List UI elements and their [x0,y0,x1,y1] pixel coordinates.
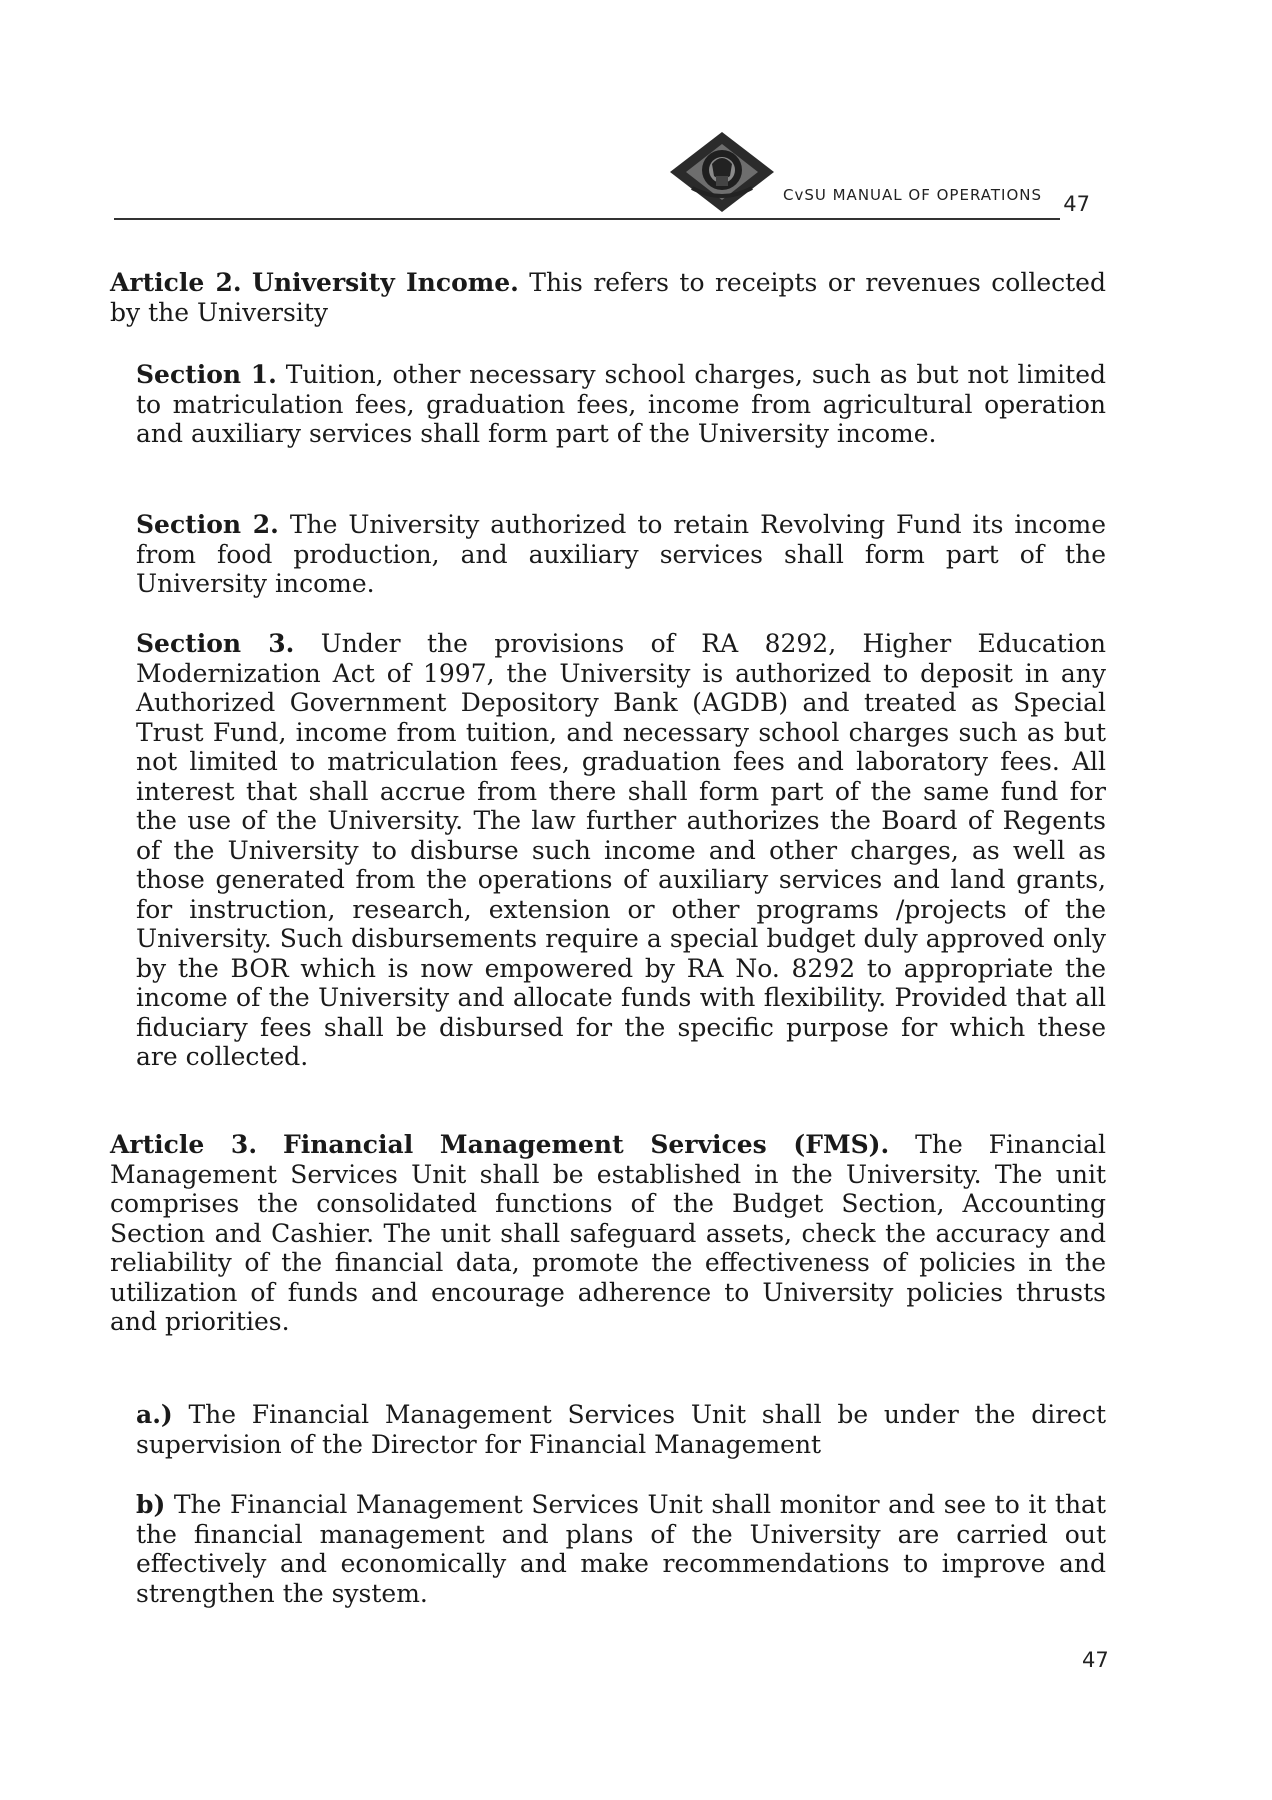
item-b-label: b) [136,1490,166,1519]
article-2-title: University Income. [252,268,519,297]
item-b-text: The Financial Management Services Unit shall monitor and see to it that the financial management and plans of the University are carried out effectively and economically and make recommendations to improve and strengthen the system. [136,1490,1107,1608]
section-2 [136,510,1106,599]
item-a-label: a.) [136,1400,173,1429]
section-3 [136,629,1106,1072]
article-2-text: This refers to receipts or revenues collected by the University [110,268,1106,327]
section-1 [136,360,1106,449]
footer-page-number: 47 [1082,1648,1109,1672]
section-3-text: Under the provisions of RA 8292, Higher Education Modernization Act of 1997, the University is authorized to deposit in any Authorized Government Depository Bank (AGDB) and treated as Special Trust Fund, income from tuition, and necessary school charges such as but not limited to matriculation fees, graduation fees and laboratory fees. All interest that shall accrue from there shall form part of the same fund for the use of the University. The law further authorizes the Board of Regents of the University to disburse such income and other charges, as well as those generated from the operations of auxiliary services and land grants, for instruction, research, extension or other programs /projects of the University. Such disbursements require a special budget duly approved only by the BOR which is now empowered by RA No. 8292 to appropriate the income of the University and allocate funds with flexibility. Provided that all fiduciary fees shall be disbursed for the specific purpose for which these are collected. [136,629,1106,1071]
section-2-text: The University authorized to retain Revolving Fund its income from food production, and auxiliary services shall form part of the University income. [136,510,1106,598]
header-page-number: 47 [1063,192,1090,216]
item-a [136,1400,1106,1459]
article-3-paragraph [110,1130,1106,1337]
item-a-text: The Financial Management Services Unit shall be under the direct supervision of the Director for Financial Management [136,1400,1106,1459]
cvsu-logo-icon [662,130,782,214]
article-3-title: Financial Management Services (FMS). [283,1130,890,1159]
article-2-heading: Article 2. [110,268,242,297]
article-3-text: The Financial Management Services Unit shall be established in the University. The unit comprises the consolidated functions of the Budget Section, Accounting Section and Cashier. The unit shall safeguard assets, check the accuracy and reliability of the financial data, promote the effectiveness of policies in the utilization of funds and encourage adherence to University policies thrusts and priorities. [110,1130,1107,1336]
page-header [114,128,1090,224]
item-b [136,1490,1106,1608]
article-2-paragraph [110,268,1106,327]
manual-title: CvSU MANUAL OF OPERATIONS [783,186,1042,204]
header-divider [114,218,1060,220]
section-1-text: Tuition, other necessary school charges, such as but not limited to matriculation fees, graduation fees, income from agricultural operation and auxiliary services shall form part of the University income. [136,360,1106,448]
article-3-heading: Article 3. [110,1130,258,1159]
section-2-label: Section 2. [136,510,279,539]
section-1-label: Section 1. [136,360,277,389]
section-3-label: Section 3. [136,629,295,658]
